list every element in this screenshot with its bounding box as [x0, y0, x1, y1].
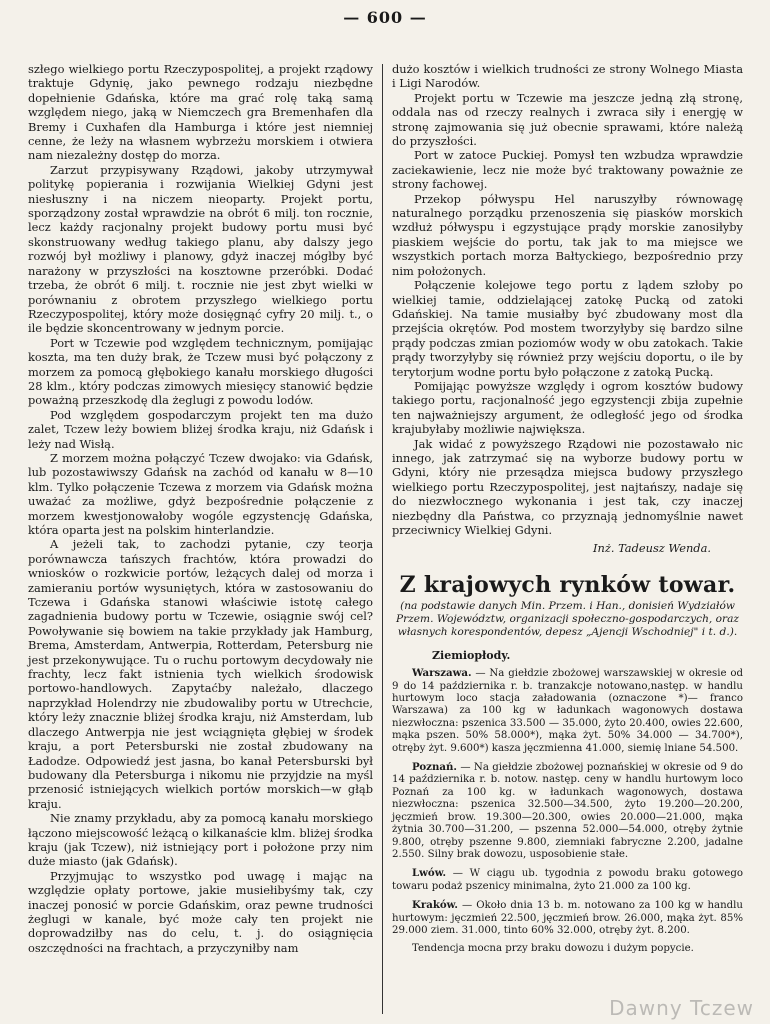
report-city: Kraków. [412, 899, 458, 912]
page-number: — 600 — [343, 8, 427, 27]
report-text: — Około dnia 13 b. m. notowano za 100 kg w handlu hurtowym: jęczmień 22.500, jęczmień brow. 26.000, mąka żyt. 85% 29.000 ziem. 31.000, tinto 60% 32.000, otręby żyt. 8.200. [392, 900, 743, 936]
paragraph: Przyjmując to wszystko pod uwagę i mając na względzie opłaty portowe, jakie musiełibyśmy tak, czy inaczej ponosić w porcie Gdańskim, oraz pewne trudności żeglugi w kanale, być może cały ten projekt nie doprowadziłby nas do celu, t. j. do osiągnięcia oszczędności na frachtach, a przyczyniłby nam [28, 868, 373, 955]
market-report [392, 667, 743, 755]
report-city: Poznań. [412, 761, 457, 774]
paragraph: dużo kosztów i wielkich trudności ze strony Wolnego Miasta i Ligi Narodów. [392, 62, 743, 91]
paragraph: Port w Tczewie pod względem technicznym, pomijając koszta, ma ten duży brak, że Tczew musi być połączony z morzem za pomocą głębokiego kanału morskiego długości 28 klm., który podczas zimowych miesięcy stanowić będzie poważną przeszkodę dla żeglugi z powodu lodów. [28, 335, 373, 408]
market-report [392, 761, 743, 861]
paragraph: A jeżeli tak, to zachodzi pytanie, czy teorja porównawcza tańszych frachtów, która prowadzi do wniosków o rozkwicie portów, leżących dalej od morza i zamieraniu portów wysuniętych, która w zastosowaniu do Tczewa i Gdańska stanowi właściwie istotę całego zagadnienia budowy portu w Tczewie, osiągnie swój cel? Powoływanie się bowiem na takie przykłady jak Hamburg, Brema, Amsterdam, Antwerpia, Rotterdam, Petersburg nie jest przekonywujące. Tu o ruchu portowym decydowały nie frachty, lecz fakt istnienia tych wielkich środowisk portowo-handlowych. Zapytaćby należało, dlaczego naprzykład Holendrzy nie zbudowaliby portu w Utrechcie, który leży znacznie bliżej środka kraju, niż Amsterdam, lub dlaczego Antwerpja nie jest wciągnięta głębiej w środek kraju, a port Petersburski nie został zbudowany na Ładodze. Odpowiedź jest jasna, bo kanał Petersburski był budowany dla Petersburga i nikomu nie przyjdzie na myśl przenosić istniejących wielkich portów morskich—w głąb kraju. [28, 537, 373, 811]
left-column [28, 62, 373, 955]
report-text: — Na giełdzie zbożowej warszawskiej w okresie od 9 do 14 października r. b. tranzakcje notowano,następ. w handlu hurtowym loco stacja załadowania (oznaczone *)— franco Warszawa) za 100 kg w ładunkach wagonowych dostawa niezwłoczna: pszenica 33.500 — 35.000, żyto 20.400, owies 22.600, mąka pszen. 50% 58.000*), mąka żyt. 50% 34.000 — 34.700*), otręby żyt. 9.600*) kasza jęczmienna 41.000, siemię lniane 54.500. [392, 668, 743, 754]
market-report [392, 867, 743, 893]
report-text: — Na giełdzie zbożowej poznańskiej w okresie od 9 do 14 października r. b. notow. następ. ceny w handlu hurtowym loco Poznań za 100 kg. w ładunkach wagonowych, dostawa niezwłoczna: pszenica 32.500—34.500, żyto 19.200—20.200, jęczmień brow. 19.300—20.300, owies 20.000—21.000, mąka żytnia 30.700—31.200, — pszenna 52.000—54.000, otręby żytnie 9.800, otręby pszenne 9.800, ziemniaki fabryczne 2.200, jadalne 2.550. Silny brak dowozu, usposobienie stałe. [392, 762, 743, 860]
paragraph: Połączenie kolejowe tego portu z lądem szłoby po wielkiej tamie, oddzielającej zatokę Pucką od zatoki Gdańskiej. Na tamie musiałby być zbudowany most dla przejścia okrętów. Pod mostem tworzyłyby się bardzo silne prądy podczas zmian poziomów wody w obu zatokach. Takie prądy tworzyłyby się również przy wejściu doportu, o ile by terytorjum wodne portu było połączone z zatoką Pucką. [392, 278, 743, 379]
report-text: — W ciągu ub. tygodnia z powodu braku gotowego towaru podaż pszenicy minimalna, żyto 21.000 za 100 kg. [392, 868, 743, 892]
watermark: Dawny Tczew [609, 996, 754, 1020]
section-intro: (na podstawie danych Min. Przem. i Han., donisień Wydziałów Przem. Województw, organizacji społeczno-gospodarczych, oraz własnych korespondentów, depesz „Ajencji Wschodniej" i t. d.). [396, 599, 739, 638]
closing-line: Tendencja mocna przy braku dowozu i dużym popycie. [412, 943, 694, 955]
subheading: Ziemiopłody. [432, 648, 511, 662]
report-city: Lwów. [412, 867, 447, 880]
market-reports [392, 667, 743, 956]
author-signature: Inż. Tadeusz Wenda. [593, 541, 711, 556]
market-report [392, 899, 743, 937]
right-column [392, 62, 743, 962]
paragraph: Przekop półwyspu Hel naruszyłby równowagę naturalnego porządku przenoszenia się piasków morskich wzdłuż półwyspu i egzystujące prądy morskie zanosiłyby piaskiem wejście do portu, tak jak to ma miejsce we wszystkich portach morza Bałtyckiego, bezpośrednio przy nim położonych. [392, 191, 743, 278]
paragraph: Port w zatoce Puckiej. Pomysł ten wzbudza wprawdzie zaciekawienie, lecz nie może być traktowany poważnie ze strony fachowej. [392, 148, 743, 192]
report-city: Warszawa. [412, 667, 472, 680]
section-title: Z krajowych rynków towar. [399, 571, 736, 598]
paragraph: Z morzem można połączyć Tczew dwojako: via Gdańsk, lub pozostawiwszy Gdańsk na zachód od kanału w 8—10 klm. Tylko połączenie Tczewa z morzem via Gdańsk można uważać za możliwe, gdyż bezpośrednie połączenie z morzem kwestjonowałoby wogóle egzystencję Gdańska, która oparta jest na polskim hinterlandzie. [28, 450, 373, 537]
column-divider [382, 64, 383, 1014]
paragraph: Pomijając powyższe względy i ogrom kosztów budowy takiego portu, racjonalność jego egzystencji zbija zupełnie ten najważniejszy argument, że odległość jego od środka krajubyłaby możliwie największa. [392, 378, 743, 437]
paragraph: Jak widać z powyższego Rządowi nie pozostawało nic innego, jak zatrzymać się na wyborze budowy portu w Gdyni, który nie przesądza miejsca budowy przyszłego wielkiego portu Rzeczypospolitej, jest najtańszy, nadaje się do niezwłocznego wykonania i jest tak, czy inaczej niezbędny dla Państwa, co przyznają jednomyślnie nawet przeciwnicy Wielkiej Gdyni. [392, 436, 743, 537]
paragraph: Pod względem gospodarczym projekt ten ma dużo zalet, Tczew leży bowiem bliżej środka kraju, niż Gdańsk i leży nad Wisłą. [28, 407, 373, 451]
paragraph: Nie znamy przykładu, aby za pomocą kanału morskiego łączono miejscowość leżącą o kilkanaście klm. bliżej środka kraju (jak Tczew), niż istniejący port i położone przy nim duże miasto (jak Gdańsk). [28, 811, 373, 869]
paragraph: Zarzut przypisywany Rządowi, jakoby utrzymywał politykę popierania i rozwijania Wielkiej Gdyni jest niesłuszny i na niczem nieoparty. Projekt portu, sporządzony został wprawdzie na obrót 6 milj. ton rocznie, lecz każdy racjonalny projekt budowy portu musi być skonstruowany według takiego planu, aby dalszy jego rozwój był możliwy i planowy, gdyż inaczej mógłby być narażony w przyszłości na kosztowne przeróbki. Dodać trzeba, że obrót 6 milj. t. rocznie nie jest zbyt wielki w porównaniu z obrotem przyszłego wielkiego portu Rzeczypospolitej, który może dosięgnąć cyfry 20 milj. t., o ile będzie skoncentrowany w jednym porcie. [28, 162, 373, 336]
paragraph: szłego wielkiego portu Rzeczypospolitej, a projekt rządowy traktuje Gdynię, jako pewnego rodzaju niezbędne dopełnienie Gdańska, które ma grać rolę taką samą względem niego, jaką w Niemczech gra Bremenhafen dla Bremy i Cuxhafen dla Hamburga i które jest niemniej cenne, że leży na własnem wybrzeżu morskiem i otwiera nam niezależny dostęp do morza. [28, 62, 373, 163]
paragraph: Projekt portu w Tczewie ma jeszcze jedną złą stronę, oddala nas od rzeczy realnych i zwraca siły i energję w stronę zajmowania się już obecnie sprawami, które należą do przyszłości. [392, 90, 743, 149]
